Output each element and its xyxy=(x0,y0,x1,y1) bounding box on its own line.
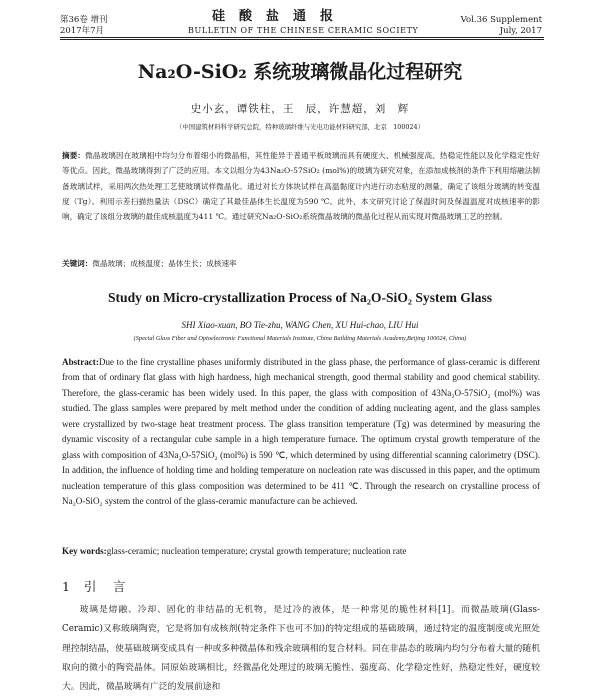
header-date-cn: 2017年7月 xyxy=(60,26,105,36)
header-rule-bottom xyxy=(60,39,544,40)
header-volume-en: Vol.36 Supplement xyxy=(460,15,542,25)
intro-paragraph: 玻璃是熔融、冷却、固化的非结晶的无机物，是过冷的液体，是一种常见的脆性材料[1]。而微晶玻璃(Glass-Ceramic)又称玻璃陶瓷，它是将加有成核剂(特定条件下也可不加)的特定组成的基础玻璃，通过特定的温度制度或光照处理控制结晶，使基础玻璃变成具有一种或多种微晶体和残余玻璃相的复合材料。同在非晶态的玻璃内均匀分布着大量的随机取向的微小的陶瓷晶体。同原始玻璃相比，经微晶化处理过的玻璃无脆性、强度高、化学稳定性好，热稳定性好，硬度较大。因此，微晶玻璃有广泛的发展前途和 xyxy=(62,605,540,693)
affiliation-cn: （中国建筑材料科学研究总院，特种玻璃纤维与光电功能材料研究部，北京 100024） xyxy=(175,123,425,131)
abstract-en-label: Abstract: xyxy=(62,357,99,367)
keywords-en-text: glass-ceramic; nucleation temperature; crystal growth temperature; nucleation rate xyxy=(106,546,407,556)
abstract-en xyxy=(62,355,540,510)
header-volume-cn: 第36卷 增刊 xyxy=(60,15,108,25)
keywords-cn-text: 微晶玻璃；成核温度；晶体生长；成核速率 xyxy=(92,259,237,268)
authors-cn: 史小玄，谭铁柱，王 辰，许慧超，刘 辉 xyxy=(190,103,410,115)
abstract-cn-text: 微晶玻璃因在玻璃相中均匀分布着细小的微晶相，其性能异于普通平板玻璃而具有硬度大、机械强度高、热稳定性能以及化学稳定性好等优点。因此，微晶玻璃得到了广泛的应用。本文以组分为43Na₂O-57SiO₂ (mol%)的玻璃为研究对象，在添加成核剂的条件下利用熔融法制备玻璃试样，采用两次热处理工艺使玻璃试样微晶化。通过对长方体块试样在高温黏度计内进行动态粘度的测量，确定了该组分玻璃的转变温度（Tg）。利用示差扫描热量法（DSC）确定了其最佳晶体生长温度为590 ℃。此外，本文研究讨论了保温时间及保温温度对成核速率的影响，确定了该组分玻璃的最佳成核温度为411 ℃。通过研究Na₂O-SiO₂系统微晶玻璃的微晶化过程从而实现对微晶玻璃工艺的控制。 xyxy=(62,151,540,222)
keywords-en xyxy=(62,545,406,558)
section-title: 引 言 xyxy=(83,579,128,594)
keywords-cn-label: 关键词： xyxy=(62,259,93,268)
affiliation-en: (Special Glass Fiber and Optoelectronic Functional Materials Institute, China Building Materials Academy,Beijing 100024, China) xyxy=(133,335,467,342)
header-journal-title-en: BULLETIN OF THE CHINESE CERAMIC SOCIETY xyxy=(188,26,419,35)
keywords-en-label: Key words: xyxy=(62,546,107,556)
section-heading xyxy=(62,577,127,595)
header-journal-title-cn: 硅酸盐通报 xyxy=(212,9,348,24)
paper-title-cn: Na₂O-SiO₂ 系统玻璃微晶化过程研究 xyxy=(137,61,463,83)
header-rule-top xyxy=(60,37,544,38)
header-date-en: July, 2017 xyxy=(499,26,542,36)
abstract-en-text: Due to the fine crystalline phases uniformly distributed in the glass phase, the performance of glass-ceramic is different from that of ordinary flat glass with high hardness, high mechanical strength, good thermal stability and good chemical stability. Therefore, the glass-ceramic has been widely used. In this paper, the glass with composition of 43Na₂O-57SiO₂ (mol%) was studied. The glass samples were prepared by melt method under the condition of adding nucleating agent, and the glass samples were crystallized by two-stage heat treatment process. The glass transition temperature (Tg) was determined by measuring the dynamic viscosity of a rectangular cube sample in a high temperature furnace. The optimum crystal growth temperature of the glass with composition of 43Na₂O-57SiO₂ (mol%) is 590 ℃, which determined by using differential scanning calorimetry (DSC). In addition, the influence of holding time and holding temperature on nucleation rate was discussed in this paper, and the optimum nucleation temperature of this glass composition was determined to be 411 ℃. Through the research on crystalline process of Na₂O-SiO₂ system the control of the glass-ceramic manufacture can be achieved. xyxy=(62,357,540,507)
keywords-cn xyxy=(62,257,237,270)
abstract-cn-label: 摘要： xyxy=(62,151,86,160)
section-number: 1 xyxy=(62,579,72,594)
abstract-cn xyxy=(62,148,540,224)
paper-title-en: Study on Micro-crystallization Process of Na₂O-SiO₂ System Glass xyxy=(107,290,493,305)
authors-en: SHI Xiao-xuan, BO Tie-zhu, WANG Chen, XU Hui-chao, LIU Hui xyxy=(181,320,419,330)
